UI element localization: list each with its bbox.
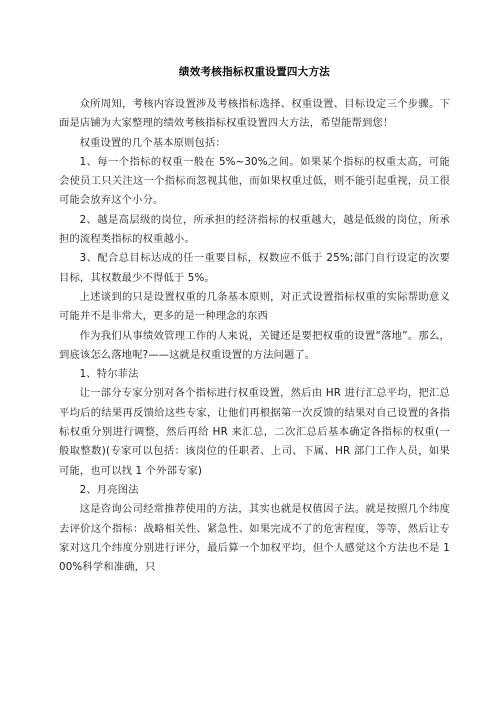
paragraph-moon-chart-method: 这是咨询公司经常推荐使用的方法，其实也就是权值因子法。就是按照几个纬度去评价这个指标：战略相关性、紧急性、如果完成不了的危害程度，等等，然后让专家对这几个纬度分别进行评分，最后算一个加权平均，但个人感觉这个方法也不是 100%科学和准确，只	[59, 503, 450, 574]
heading-delphi-method: 1、特尔菲法	[79, 368, 139, 381]
paragraph-principle-2: 2、越是高层级的岗位，所承担的经济指标的权重越大，越是低级的岗位，所承担的流程类指标的权重越小。	[59, 213, 450, 246]
document-title: 绩效考核指标权重设置四大方法	[178, 66, 331, 78]
paragraph-principles-heading: 权重设置的几个基本原则包括：	[79, 136, 226, 149]
paragraph-intro: 众所周知，考核内容设置涉及考核指标选择、权重设置、目标设定三个步骤。下面是店铺为大家整理的绩效考核指标权重设置四大方法，希望能帮到您！	[59, 98, 450, 130]
paragraph-summary: 上述谈到的只是设置权重的几条基本原则，对正式设置指标权重的实际帮助意义可能并不是非常大，更多的是一种理念的东西	[59, 290, 450, 323]
heading-moon-chart-method: 2、月亮图法	[79, 483, 139, 496]
paragraph-principle-3: 3、配合总目标达成的任一重要目标，权数应不低于 25%;部门自行设定的次要目标，其权数最少不得低于 5%。	[59, 252, 450, 284]
paragraph-implementation: 作为我们从事绩效管理工作的人来说，关键还是要把权重的设置“落地”。那么，到底该怎么落地呢?——这就是权重设置的方法问题了。	[59, 329, 450, 361]
paragraph-principle-1: 1、每一个指标的权重一般在 5%~30%之间。如果某个指标的权重太高，可能会使员工只关注这一个指标而忽视其他，而如果权重过低，则不能引起重视，员工很可能会放弃这个小分。	[59, 155, 450, 207]
paragraph-delphi-method: 让一部分专家分别对各个指标进行权重设置，然后由 HR 进行汇总平均，把汇总平均后的结果再反馈给这些专家，让他们再根据第一次反馈的结果对自己设置的各指标权重分别进行调整，然后再给 HR 来汇总，二次汇总后基本确定各指标的权重(一般取整数)(专家可以包括：该岗位的任职者、上司、下属、HR 部门工作人员，如果可能，也可以找 1 个外部专家)	[59, 387, 450, 477]
